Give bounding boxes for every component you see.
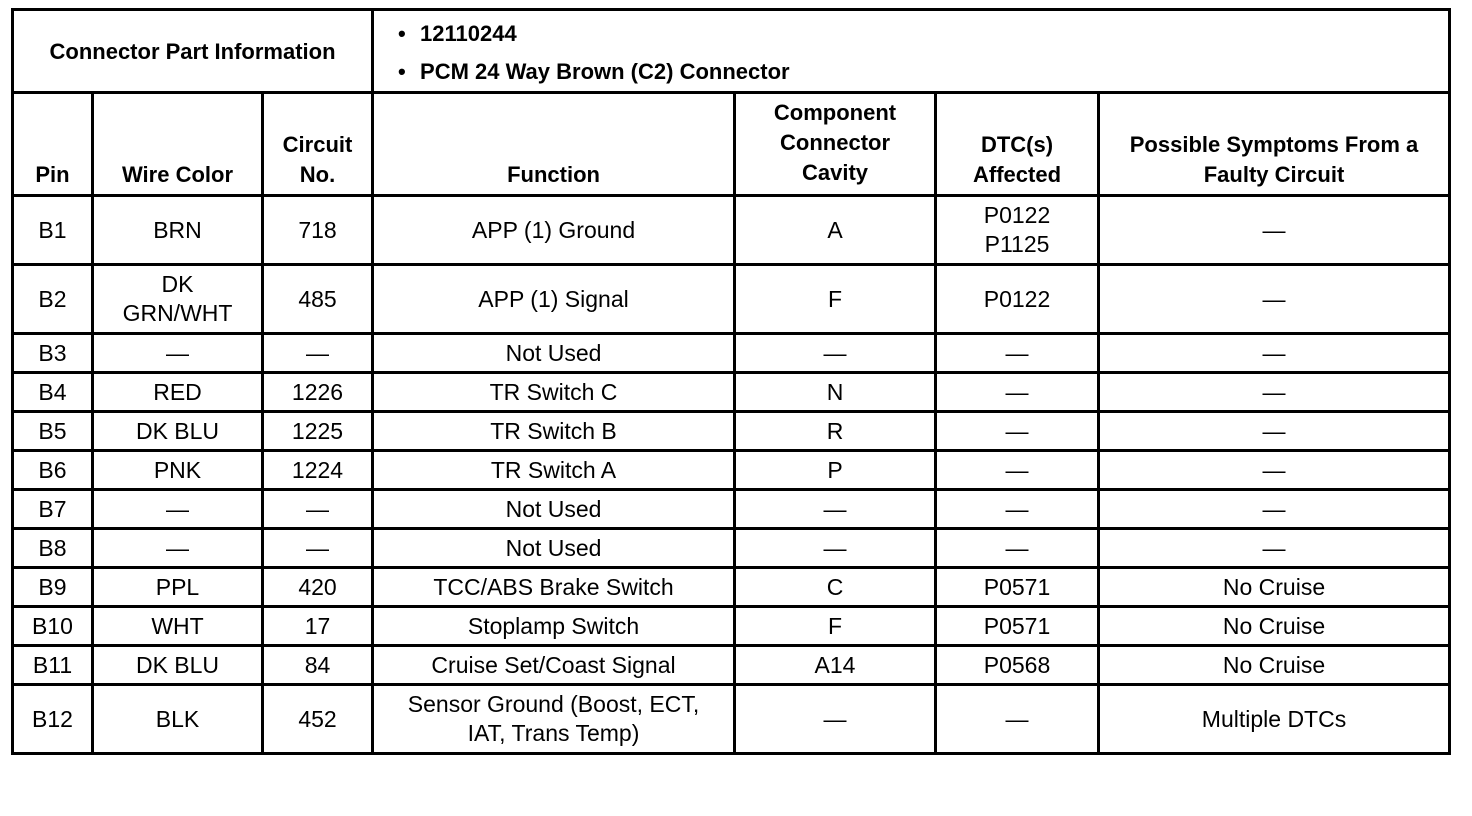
cell-cavity: R xyxy=(735,412,936,451)
table-row xyxy=(13,265,1450,334)
cell-cavity: — xyxy=(735,529,936,568)
table-row xyxy=(13,334,1450,373)
cell-circuit-no: 17 xyxy=(263,607,373,646)
cell-pin: B7 xyxy=(13,490,93,529)
cell-line: Cavity xyxy=(801,160,869,185)
cell-function: TR Switch B xyxy=(373,412,735,451)
cell-cavity: F xyxy=(735,607,936,646)
cell-wire-color: — xyxy=(93,529,263,568)
cell-pin: B1 xyxy=(13,196,93,265)
cell-wire-color: WHT xyxy=(93,607,263,646)
cell-dtc: — xyxy=(936,451,1099,490)
cell-symptoms: — xyxy=(1099,334,1450,373)
header-function: Function xyxy=(373,93,735,196)
cell-wire-color: DK BLU xyxy=(93,646,263,685)
cell-line: Connector xyxy=(780,130,891,155)
cell-function: Stoplamp Switch xyxy=(373,607,735,646)
cell-wire-color: PPL xyxy=(93,568,263,607)
cell-function: TR Switch C xyxy=(373,373,735,412)
cell-dtc: — xyxy=(936,412,1099,451)
cell-cavity: — xyxy=(735,490,936,529)
connector-table-sheet xyxy=(11,8,1448,755)
cell-wire-color: PNK xyxy=(93,451,263,490)
cell-cavity: A xyxy=(735,196,936,265)
connector-info-list xyxy=(420,15,1448,91)
table-row xyxy=(13,373,1450,412)
cell-dtc: P0571 xyxy=(936,568,1099,607)
cell-function: TR Switch A xyxy=(373,451,735,490)
cell-function: Not Used xyxy=(373,334,735,373)
cell-dtc xyxy=(936,196,1099,265)
cell-dtc: — xyxy=(936,373,1099,412)
table-row xyxy=(13,529,1450,568)
cell-circuit-no: 1224 xyxy=(263,451,373,490)
cell-pin: B6 xyxy=(13,451,93,490)
cell-cavity: N xyxy=(735,373,936,412)
header-circuit-no xyxy=(263,93,373,196)
cell-line: Circuit xyxy=(282,132,353,157)
cell-dtc: P0571 xyxy=(936,607,1099,646)
cell-symptoms: — xyxy=(1099,490,1450,529)
cell-line: Component xyxy=(773,100,897,125)
cell-dtc: P0122 xyxy=(936,265,1099,334)
connector-info-label: Connector Part Information xyxy=(13,10,373,93)
cell-wire-color xyxy=(93,265,263,334)
cell-cavity: — xyxy=(735,334,936,373)
table-row xyxy=(13,490,1450,529)
cell-function: APP (1) Ground xyxy=(373,196,735,265)
connector-pinout-table xyxy=(11,8,1451,755)
pinout-rows xyxy=(13,196,1450,754)
table-row xyxy=(13,196,1450,265)
cell-wire-color: — xyxy=(93,490,263,529)
cell-cavity: C xyxy=(735,568,936,607)
cell-circuit-no: — xyxy=(263,529,373,568)
cell-wire-color: BLK xyxy=(93,685,263,754)
cell-line: P1125 xyxy=(984,231,1050,257)
header-symptoms xyxy=(1099,93,1450,196)
cell-function: Not Used xyxy=(373,490,735,529)
connector-description: • PCM 24 Way Brown (C2) Connector xyxy=(420,53,1448,91)
cell-pin: B11 xyxy=(13,646,93,685)
cell-symptoms: Multiple DTCs xyxy=(1099,685,1450,754)
cell-circuit-no: — xyxy=(263,334,373,373)
header-row xyxy=(13,93,1450,196)
cell-line: Faulty Circuit xyxy=(1203,162,1345,187)
cell-circuit-no: 452 xyxy=(263,685,373,754)
cell-wire-color: — xyxy=(93,334,263,373)
cell-wire-color: RED xyxy=(93,373,263,412)
cell-symptoms: No Cruise xyxy=(1099,568,1450,607)
cell-dtc: — xyxy=(936,685,1099,754)
cell-line: P0122 xyxy=(983,202,1051,228)
cell-line: No. xyxy=(299,162,336,187)
cell-pin: B9 xyxy=(13,568,93,607)
cell-pin: B12 xyxy=(13,685,93,754)
cell-dtc: P0568 xyxy=(936,646,1099,685)
connector-part-number: • 12110244 xyxy=(420,15,1448,53)
cell-function: TCC/ABS Brake Switch xyxy=(373,568,735,607)
cell-symptoms: — xyxy=(1099,451,1450,490)
table-row xyxy=(13,607,1450,646)
cell-pin: B4 xyxy=(13,373,93,412)
cell-symptoms: — xyxy=(1099,196,1450,265)
cell-wire-color: DK BLU xyxy=(93,412,263,451)
cell-cavity: P xyxy=(735,451,936,490)
cell-symptoms: — xyxy=(1099,529,1450,568)
header-wire-color: Wire Color xyxy=(93,93,263,196)
cell-circuit-no: — xyxy=(263,490,373,529)
table-row xyxy=(13,685,1450,754)
cell-function: APP (1) Signal xyxy=(373,265,735,334)
cell-circuit-no: 420 xyxy=(263,568,373,607)
cell-line: Affected xyxy=(973,162,1062,187)
cell-circuit-no: 718 xyxy=(263,196,373,265)
table-row xyxy=(13,412,1450,451)
cell-cavity: F xyxy=(735,265,936,334)
cell-wire-color: BRN xyxy=(93,196,263,265)
table-row xyxy=(13,568,1450,607)
cell-function: Not Used xyxy=(373,529,735,568)
cell-pin: B5 xyxy=(13,412,93,451)
cell-symptoms: — xyxy=(1099,265,1450,334)
cell-cavity: A14 xyxy=(735,646,936,685)
cell-dtc: — xyxy=(936,529,1099,568)
cell-pin: B2 xyxy=(13,265,93,334)
header-pin: Pin xyxy=(13,93,93,196)
cell-line: DTC(s) xyxy=(980,132,1054,157)
cell-cavity: — xyxy=(735,685,936,754)
cell-circuit-no: 1225 xyxy=(263,412,373,451)
cell-function: Cruise Set/Coast Signal xyxy=(373,646,735,685)
cell-line: Sensor Ground (Boost, ECT, xyxy=(407,691,700,717)
cell-line: DK xyxy=(161,271,194,297)
cell-pin: B8 xyxy=(13,529,93,568)
table-row xyxy=(13,451,1450,490)
cell-line: IAT, Trans Temp) xyxy=(467,720,640,746)
cell-symptoms: No Cruise xyxy=(1099,607,1450,646)
header-cavity xyxy=(735,93,936,196)
cell-pin: B3 xyxy=(13,334,93,373)
cell-pin: B10 xyxy=(13,607,93,646)
cell-symptoms: — xyxy=(1099,412,1450,451)
cell-line: GRN/WHT xyxy=(122,300,233,326)
connector-info-row xyxy=(13,10,1450,93)
header-dtc xyxy=(936,93,1099,196)
table-row xyxy=(13,646,1450,685)
cell-circuit-no: 84 xyxy=(263,646,373,685)
cell-circuit-no: 485 xyxy=(263,265,373,334)
cell-symptoms: No Cruise xyxy=(1099,646,1450,685)
cell-dtc: — xyxy=(936,490,1099,529)
connector-info-value xyxy=(373,10,1450,93)
cell-line: Possible Symptoms From a xyxy=(1129,132,1419,157)
cell-dtc: — xyxy=(936,334,1099,373)
cell-circuit-no: 1226 xyxy=(263,373,373,412)
cell-symptoms: — xyxy=(1099,373,1450,412)
cell-function xyxy=(373,685,735,754)
